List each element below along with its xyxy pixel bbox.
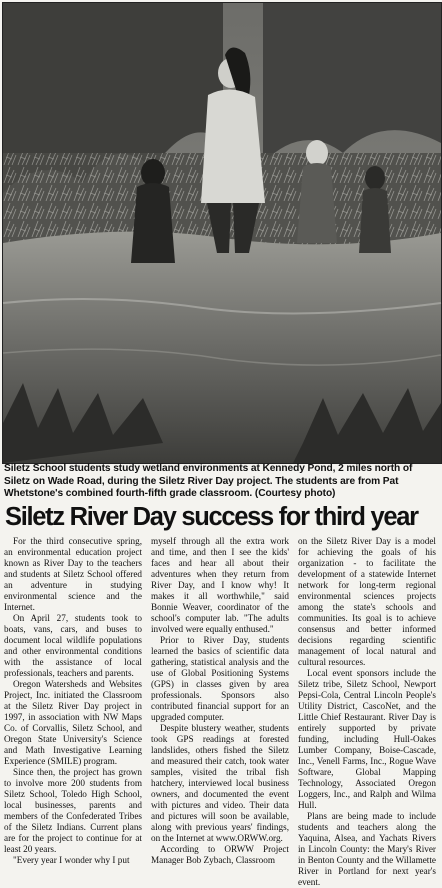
paragraph: myself through all the extra work and time, and then I see the kids' faces and hear all about their adventures when they return from River Day, and I know why! It makes it all worthwhile," said Bonnie Weaver, coordinator of the school's computer lab. "The adults involved were equally enthused." [151,536,289,634]
photo-caption: Siletz School students study wetland environments at Kennedy Pond, 2 miles north of Siletz on Wade Road, during the Siletz River Day project. The students are from Pat Whetstone's combined fourth-fifth grade classroom. (Courtesy photo) [4,463,413,499]
article-headline: Siletz River Day success for third year [5,503,418,531]
paragraph: Prior to River Day, students learned the basics of scientific data gathering, statistical analysis and the use of Global Positioning Systems (GPS) in classes given by area professionals. Sponsors also contributed financial support for an upgraded computer. [151,635,289,722]
wetland-photo [2,2,442,464]
paragraph: Oregon Watersheds and Websites Project, Inc. initiated the Classroom at the Siletz River Day project in 1997, in association with NW Maps Co. of Corvallis, Siletz School, and Oregon State University's Science and Math Investigative Learning Experience (SMILE) program. [4,679,142,766]
paragraph: "Every year I wonder why I put [13,855,130,865]
paragraph: Since then, the project has grown to involve more 200 students from Siletz School, Toledo High School, local businesses, parents and members of the Confederated Tribes of the Siletz Indians. Current plans are for the project to continue for at least 20 years. [4,767,142,854]
paragraph: Plans are being made to include students and teachers along the Yaquina, Alsea, and Yachats Rivers in Lincoln County: the Mary's River in Benton County and the Willamette River in Portland for next year's event. [298,811,436,887]
article-body [4,536,438,887]
article-column-2 [151,536,289,865]
article-column-1 [4,536,142,865]
paragraph: Despite blustery weather, students took GPS readings at forested landslides, others fished the Siletz and measured their catch, took water samples, visited the tribal fish hatchery, interviewed local business owners, and documented the event with pictures and video. Their data and pictures will soon be available, along with previous years' findings, on the Internet at www.ORWW.org. [151,723,289,843]
paragraph: According to ORWW Project Manager Bob Zybach, Classroom [151,844,289,865]
paragraph: On April 27, students took to boats, vans, cars, and buses to document local wildlife populations and other environmental conditions with the assistance of local professionals, teachers and parents. [4,613,142,678]
paragraph: For the third consecutive spring, an environmental education project known as River Day to the teachers and students at Siletz School offered an adventure in studying environmental science and the Internet. [4,536,142,612]
wetland-photo-image [3,3,441,463]
article-column-3 [298,536,436,887]
paragraph: Local event sponsors include the Siletz tribe, Siletz School, Newport Pepsi-Cola, Central Lincoln People's Utility District, CascoNet, and the Little Chief Restaurant. River Day is entirely supported by private funding, including Hull-Oakes Lumber Company, Boise-Cascade, Inc., Venell Farms, Inc., Rogue Wave Software, Global Mapping Technology, Associated Oregon Loggers, Inc., and Ralph and Wilma Hull. [298,668,436,810]
paragraph: on the Siletz River Day is a model for achieving the goals of his organization - to facilitate the development of a statewide Internet network for long-term regional environmental sciences projects among the state's schools and communities. Its goal is to achieve consensus and better informed decisions regarding scientific management of local natural and cultural resources. [298,536,436,667]
